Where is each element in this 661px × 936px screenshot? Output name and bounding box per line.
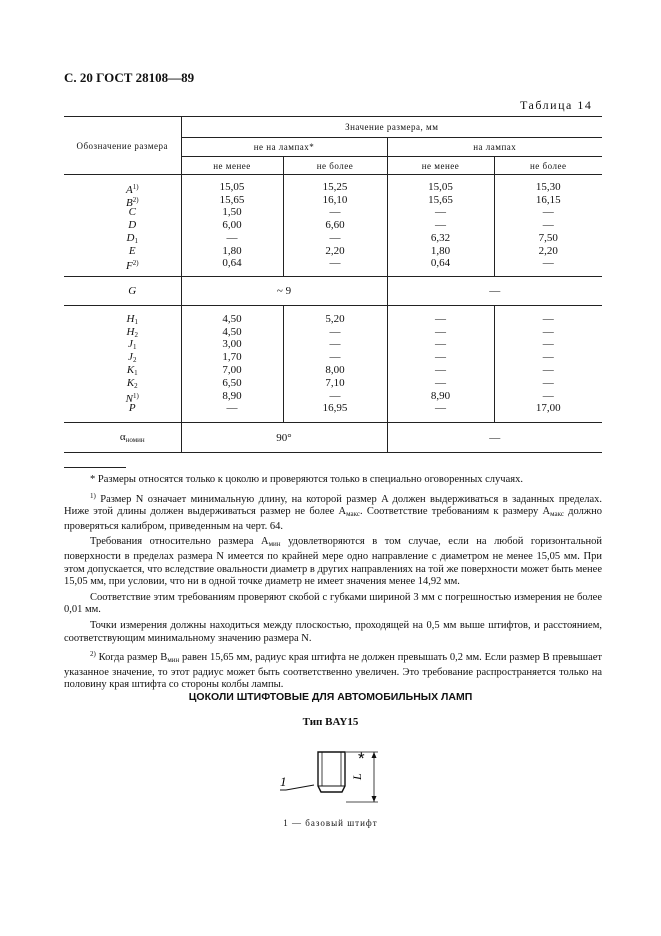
group2-labels bbox=[84, 313, 181, 415]
group2-col2 bbox=[284, 313, 387, 415]
figure-label-L: L bbox=[350, 773, 364, 780]
group2-col1 bbox=[182, 313, 283, 415]
footnote-star: * Размеры относятся только к цоколю и проверяются только в специально оговоренных случаях. bbox=[90, 474, 523, 485]
group1-col3 bbox=[388, 181, 494, 271]
dimension-label: $J_1$ bbox=[128, 338, 137, 352]
page-header: С. 20 ГОСТ 28108—89 bbox=[64, 70, 195, 85]
dimension-label: $N^{1)}$ bbox=[125, 391, 139, 405]
table-14 bbox=[64, 116, 602, 453]
value-cell: 17,00 bbox=[535, 402, 561, 415]
group-not-on-lamps: не на лампах* bbox=[181, 138, 387, 157]
group-on-lamps: на лампах bbox=[387, 138, 602, 157]
value-cell: — bbox=[226, 231, 238, 244]
footnote-2: $^{2)}$ Когда размер $B_{мин}$ равен 15,65 мм, радиус края штифта не должен превышать 0,2 мм. Если размер B превышает указанное значение, то этот радиус может быть соответственно увеличен. Это требование распространяется только на половину края штифта со стороны колбы лампы. bbox=[64, 650, 602, 691]
figure-label-star: * bbox=[358, 749, 365, 768]
value-cell: — bbox=[329, 231, 341, 244]
value-cell: — bbox=[329, 338, 341, 351]
value-cell: — bbox=[329, 206, 341, 219]
value-cell: — bbox=[542, 312, 554, 325]
value-cell: 6,50 bbox=[222, 376, 242, 389]
col-min-1: не менее bbox=[181, 157, 283, 175]
value-cell: — bbox=[542, 338, 554, 351]
dimension-label: P bbox=[128, 402, 136, 415]
footnotes bbox=[64, 474, 602, 695]
value-cell: — bbox=[542, 389, 554, 402]
value-cell: — bbox=[435, 325, 446, 338]
value-cell: — bbox=[435, 312, 446, 325]
value-cell: — bbox=[435, 219, 446, 232]
dimension-label: C bbox=[128, 206, 136, 219]
label-g: G bbox=[64, 277, 181, 306]
group2-col3 bbox=[388, 313, 494, 415]
value-cell: 1,80 bbox=[222, 244, 242, 257]
value-cell: 6,00 bbox=[222, 219, 242, 232]
value-cell: — bbox=[542, 376, 554, 389]
value-cell: — bbox=[329, 257, 341, 270]
dimension-label: $B^{2)}$ bbox=[125, 195, 139, 209]
value-cell: 16,15 bbox=[535, 193, 561, 206]
value-cell: — bbox=[226, 402, 238, 415]
dimension-label: $A^{1)}$ bbox=[125, 182, 139, 196]
table-number: Таблица 14 bbox=[520, 98, 593, 112]
value-cell: 1,50 bbox=[222, 206, 242, 219]
bay15-pin-drawing bbox=[270, 744, 390, 815]
value-cell: 8,90 bbox=[430, 389, 451, 402]
dimension-label: $H_2$ bbox=[126, 325, 138, 339]
dimension-label: $D_1$ bbox=[126, 231, 138, 245]
value-cell: 7,50 bbox=[538, 231, 558, 244]
dimension-label: $F^{2)}$ bbox=[125, 259, 139, 273]
footnote-1: $^{1)}$ Размер N означает минимальную длину, на которой размер A должен выдерживаться в заданных пределах. Ниже этой длины должен выдерживаться размер не более $A_{макс}$. Соответствие требованиям к размеру $A_{макс}$ должно проверяться калибром, приведенным на черт. 64. bbox=[64, 491, 603, 532]
value-cell: 2,20 bbox=[325, 244, 345, 257]
value-cell: 16,10 bbox=[322, 193, 348, 206]
value-cell: 0,64 bbox=[430, 257, 451, 270]
dimension-label: $J_2$ bbox=[128, 351, 137, 365]
g-not-on-lamps: ~ 9 bbox=[181, 277, 387, 306]
value-cell: 2,20 bbox=[538, 244, 558, 257]
value-cell: 15,65 bbox=[428, 193, 453, 206]
value-cell: 1,70 bbox=[222, 351, 242, 364]
value-cell: 7,10 bbox=[325, 376, 345, 389]
footnote-separator bbox=[64, 467, 126, 468]
value-cell: 7,00 bbox=[222, 364, 242, 376]
dimension-label: $K_2$ bbox=[126, 376, 138, 390]
value-cell: 15,25 bbox=[322, 180, 348, 193]
value-cell: 3,00 bbox=[222, 338, 242, 351]
value-cell: — bbox=[435, 364, 446, 376]
group1-col2 bbox=[284, 181, 387, 271]
value-cell: 6,60 bbox=[325, 219, 345, 232]
check-note: Соответствие этим требованиям проверяют скобой с губками шириной 3 мм с погрешностью измерения не более 0,01 мм. bbox=[64, 591, 602, 616]
group1-labels bbox=[84, 181, 181, 271]
value-cell: 8,00 bbox=[325, 364, 345, 376]
value-cell: — bbox=[542, 351, 554, 364]
points-note: Точки измерения должны находиться между плоскостью, проходящей на 0,5 мм выше штифтов, и расстоянием, соответствующим минимальному значению размера N. bbox=[64, 619, 602, 644]
value-cell: 4,50 bbox=[222, 325, 242, 338]
value-cell: 8,90 bbox=[222, 389, 242, 402]
dimension-label: D bbox=[128, 219, 137, 232]
value-cell: 5,20 bbox=[325, 312, 345, 325]
value-cell: 0,64 bbox=[222, 257, 242, 270]
value-cell: — bbox=[435, 351, 446, 364]
dimension-label: $K_1$ bbox=[126, 364, 138, 377]
dimension-label: $H_1$ bbox=[126, 312, 138, 326]
value-cell: — bbox=[435, 206, 446, 219]
value-cell: 15,05 bbox=[219, 180, 245, 193]
dimension-label: E bbox=[128, 244, 136, 257]
group1-col4 bbox=[495, 181, 603, 271]
group1-col1 bbox=[182, 181, 283, 271]
value-cell: — bbox=[435, 402, 446, 415]
value-cell: — bbox=[329, 389, 341, 402]
value-cell: — bbox=[542, 206, 554, 219]
figure-caption: 1 — базовый штифт bbox=[283, 818, 378, 828]
value-cell: 15,65 bbox=[219, 193, 245, 206]
value-cell: — bbox=[542, 257, 554, 270]
alpha-not-on-lamps: 90° bbox=[181, 423, 387, 453]
value-cell: — bbox=[329, 325, 341, 338]
value-cell: — bbox=[542, 364, 554, 376]
value-cell: — bbox=[435, 338, 446, 351]
value-cell: 16,95 bbox=[322, 402, 348, 415]
col-max-1: не более bbox=[283, 157, 387, 175]
value-cell: — bbox=[542, 325, 554, 338]
value-cell: — bbox=[542, 219, 554, 232]
group2-col4 bbox=[495, 313, 603, 415]
col-min-2: не менее bbox=[387, 157, 494, 175]
value-cell: 4,50 bbox=[222, 312, 242, 325]
alpha-on-lamps: — bbox=[387, 423, 602, 453]
value-cell: 15,30 bbox=[535, 180, 561, 193]
figure-label-1: 1 bbox=[280, 774, 287, 789]
section-title: ЦОКОЛИ ШТИФТОВЫЕ ДЛЯ АВТОМОБИЛЬНЫХ ЛАМП bbox=[188, 691, 473, 703]
label-alpha: $\alpha_{номин}$ bbox=[64, 423, 181, 453]
value-cell: 1,80 bbox=[430, 244, 451, 257]
value-cell: 15,05 bbox=[428, 180, 453, 193]
value-cell: — bbox=[435, 376, 446, 389]
col-max-2: не более bbox=[494, 157, 602, 175]
value-cell: — bbox=[329, 351, 341, 364]
requirements-note: Требования относительно размера $A_{мин}$ удовлетворяются в том случае, если на любой горизонтальной поверхности в пределах размера N имеется по крайней мере одно направление с диаметром не менее 15,05 мм. При этом допускается, что вследствие овальности диаметр в других направлениях на той же поверхности может быть менее 15,05 мм, при условии, что ни в одной точке диаметр не имеет значения менее 14,92 мм. bbox=[64, 536, 603, 588]
col-value: Значение размера, мм bbox=[181, 117, 602, 138]
value-cell: 6,32 bbox=[430, 231, 451, 244]
g-on-lamps: — bbox=[387, 277, 602, 306]
type-title: Тип BAY15 bbox=[302, 716, 359, 728]
col-designation: Обозначение размера bbox=[64, 117, 181, 175]
